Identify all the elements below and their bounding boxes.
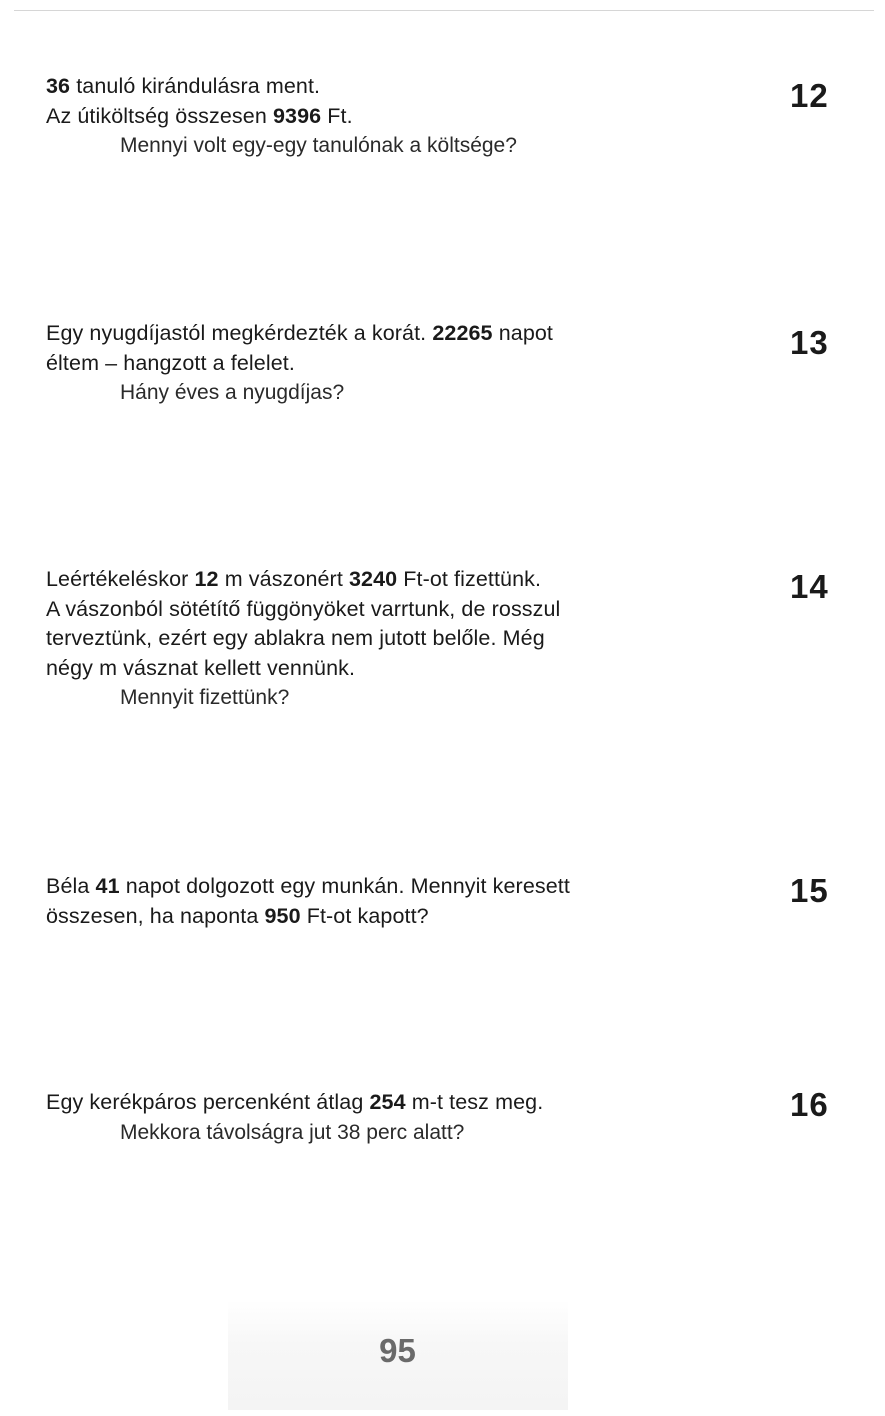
problem-text-line: [46, 654, 646, 684]
bold-value: 41: [95, 874, 120, 898]
problem-16: [46, 1088, 646, 1147]
problem-text-line: [46, 595, 646, 625]
text-run: összesen, ha naponta: [46, 903, 265, 928]
text-run: m vászonért: [218, 567, 349, 591]
text-run: éltem – hangzott a felelet.: [46, 350, 295, 375]
problem-text-line: [46, 319, 646, 349]
text-run: terveztünk, ezért egy ablakra nem jutott belőle. Még: [46, 626, 545, 650]
problem-number-15: 15: [790, 872, 829, 909]
problem-14: [46, 565, 646, 713]
problem-13: [46, 319, 646, 408]
page-number: 95: [379, 1332, 416, 1369]
problem-question: Mennyi volt egy-egy tanulónak a költsége?: [120, 134, 517, 157]
text-run: m-t tesz meg.: [405, 1090, 544, 1114]
text-run: Ft.: [321, 103, 353, 128]
text-run: Egy nyugdíjastól megkérdezték a korát.: [46, 321, 433, 345]
text-run: napot dolgozott egy munkán. Mennyit keresett: [119, 874, 570, 898]
problem-12: [46, 72, 646, 161]
problem-text-line: [46, 565, 646, 595]
text-run: napot: [492, 321, 554, 345]
problem-text-line: [46, 624, 646, 654]
problem-text-line: [46, 872, 646, 902]
problem-question: Mekkora távolságra jut 38 perc alatt?: [120, 1120, 465, 1144]
problem-number-14: 14: [790, 568, 829, 605]
text-run: A vászonból sötétítő függönyöket varrtunk, de rosszul: [46, 596, 561, 621]
problem-text-line: [46, 902, 646, 932]
problem-text-line: [46, 1088, 646, 1118]
problem-number-16: 16: [790, 1086, 829, 1123]
bold-value: 254: [369, 1090, 406, 1114]
bold-value: 22265: [432, 321, 493, 345]
text-run: tanuló kirándulásra ment.: [70, 74, 321, 98]
text-run: Ft-ot kapott?: [300, 903, 429, 928]
top-rule: [14, 10, 874, 11]
text-run: Leértékeléskor: [46, 567, 195, 591]
problem-number-12: 12: [790, 77, 829, 114]
bold-value: 36: [46, 74, 71, 98]
problem-question: Mennyit fizettünk?: [120, 686, 290, 709]
problem-question: Hány éves a nyugdíjas?: [120, 381, 345, 404]
problem-text-line: [46, 349, 646, 379]
bold-value: 12: [194, 567, 219, 591]
bold-value: 950: [264, 903, 301, 928]
text-run: Ft-ot fizettünk.: [397, 567, 542, 591]
bold-value: 9396: [272, 103, 322, 128]
text-run: Az útiköltség összesen: [46, 103, 273, 128]
problem-number-13: 13: [790, 324, 829, 361]
problem-15: [46, 872, 646, 931]
problem-text-line: [46, 72, 646, 102]
text-run: Béla: [46, 874, 96, 898]
text-run: négy m vásznat kellett vennünk.: [46, 655, 356, 680]
text-run: Egy kerékpáros percenként átlag: [46, 1090, 370, 1114]
bold-value: 3240: [348, 567, 398, 591]
problem-text-line: [46, 102, 646, 132]
